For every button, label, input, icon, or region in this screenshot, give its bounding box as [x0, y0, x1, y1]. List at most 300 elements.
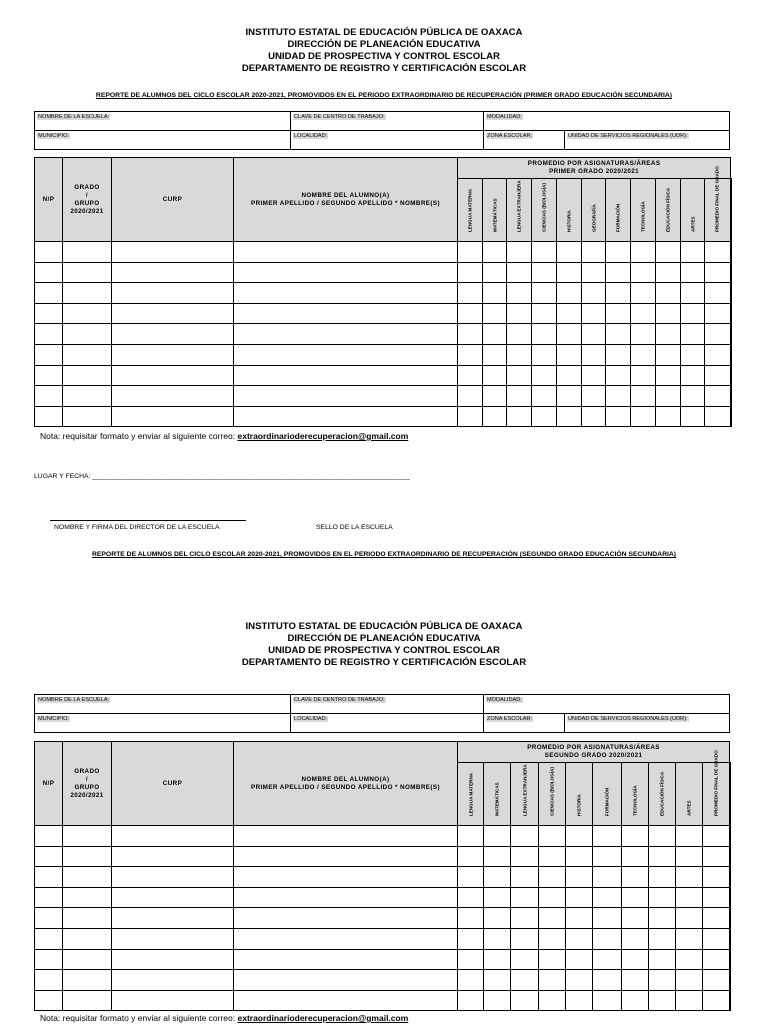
table-cell[interactable] [703, 846, 730, 867]
subject-header: FORMACIÓN [593, 763, 622, 826]
table-cell[interactable] [234, 365, 458, 386]
table-cell[interactable] [656, 303, 681, 324]
municipio-field[interactable]: MUNICIPIO: [35, 714, 291, 733]
table-cell[interactable] [507, 262, 532, 283]
table-cell[interactable] [705, 365, 731, 386]
table-cell[interactable] [112, 283, 234, 304]
table-cell[interactable] [539, 990, 566, 1011]
table-cell[interactable] [112, 303, 234, 324]
table-cell[interactable] [507, 242, 532, 263]
table-cell[interactable] [112, 386, 234, 407]
table-cell[interactable] [35, 386, 63, 407]
table-cell[interactable] [656, 283, 681, 304]
table-cell[interactable] [532, 386, 557, 407]
table-cell[interactable] [656, 386, 681, 407]
table-cell[interactable] [703, 928, 730, 949]
header-line4: DEPARTAMENTO DE REGISTRO Y CERTIFICACIÓN ESCOLAR [241, 657, 527, 668]
table-cell[interactable] [582, 262, 606, 283]
table-cell[interactable] [622, 867, 649, 888]
table-cell[interactable] [63, 386, 112, 407]
table-cell[interactable] [35, 303, 63, 324]
table-cell[interactable] [606, 324, 631, 345]
table-cell[interactable] [532, 283, 557, 304]
table-cell[interactable] [676, 826, 703, 847]
table-cell[interactable] [566, 928, 593, 949]
table-cell[interactable] [631, 283, 656, 304]
table-row [35, 970, 730, 991]
table-cell[interactable] [507, 303, 532, 324]
table-cell[interactable] [484, 908, 511, 929]
table-cell[interactable] [703, 949, 730, 970]
table-cell[interactable] [112, 344, 234, 365]
table-cell[interactable] [582, 406, 606, 427]
table-cell[interactable] [112, 970, 234, 991]
table-cell[interactable] [705, 344, 731, 365]
table-cell[interactable] [622, 928, 649, 949]
localidad-field[interactable]: LOCALIDAD: [291, 131, 484, 150]
table-cell[interactable] [557, 283, 582, 304]
table-cell[interactable] [511, 908, 539, 929]
subject-header: TECNOLOGÍA [631, 179, 656, 242]
table-cell[interactable] [511, 846, 539, 867]
table-cell[interactable] [458, 990, 484, 1011]
localidad-field[interactable]: LOCALIDAD: [291, 714, 484, 733]
table-cell[interactable] [622, 846, 649, 867]
table-cell[interactable] [458, 365, 483, 386]
table-cell[interactable] [458, 262, 483, 283]
table-cell[interactable] [483, 406, 507, 427]
table-cell[interactable] [112, 867, 234, 888]
table-cell[interactable] [35, 283, 63, 304]
table-cell[interactable] [649, 867, 676, 888]
table-cell[interactable] [484, 846, 511, 867]
table-cell[interactable] [507, 344, 532, 365]
table-cell[interactable] [234, 867, 458, 888]
table-cell[interactable] [582, 365, 606, 386]
info-table-1 [34, 111, 730, 150]
table-cell[interactable] [566, 908, 593, 929]
table-cell[interactable] [63, 242, 112, 263]
table-cell[interactable] [511, 949, 539, 970]
table-cell[interactable] [703, 826, 730, 847]
table-cell[interactable] [582, 303, 606, 324]
table-cell[interactable] [539, 826, 566, 847]
table-cell[interactable] [112, 324, 234, 345]
table-cell[interactable] [507, 406, 532, 427]
subject-header: LENGUA EXTRANJERA [507, 179, 532, 242]
table-cell[interactable] [566, 867, 593, 888]
table-cell[interactable] [557, 303, 582, 324]
table-cell[interactable] [631, 303, 656, 324]
table-cell[interactable] [234, 887, 458, 908]
table-cell[interactable] [458, 344, 483, 365]
table-cell[interactable] [35, 344, 63, 365]
table-cell[interactable] [112, 928, 234, 949]
table-cell[interactable] [593, 867, 622, 888]
table-cell[interactable] [649, 887, 676, 908]
modalidad-field[interactable]: MODALIDAD: [484, 695, 730, 714]
table-cell[interactable] [539, 970, 566, 991]
table-cell[interactable] [705, 324, 731, 345]
table-cell[interactable] [63, 324, 112, 345]
table-cell[interactable] [622, 970, 649, 991]
table-cell[interactable] [483, 344, 507, 365]
table-cell[interactable] [234, 283, 458, 304]
clave-field[interactable]: CLAVE DE CENTRO DE TRABAJO: [291, 112, 484, 131]
header-line3: UNIDAD DE PROSPECTIVA Y CONTROL ESCOLAR [268, 645, 500, 656]
table-cell[interactable] [532, 406, 557, 427]
table-cell[interactable] [593, 887, 622, 908]
clave-field[interactable]: CLAVE DE CENTRO DE TRABAJO: [291, 695, 484, 714]
table-cell[interactable] [458, 303, 483, 324]
table-cell[interactable] [458, 867, 484, 888]
table-cell[interactable] [234, 970, 458, 991]
table-cell[interactable] [681, 386, 705, 407]
table-cell[interactable] [112, 846, 234, 867]
np-header: N/P [35, 158, 63, 242]
table-cell[interactable] [681, 262, 705, 283]
table-cell[interactable] [507, 324, 532, 345]
table-cell[interactable] [458, 928, 484, 949]
note-2: Nota: requisitar formato y enviar al siguiente correo: extraordinarioderecuperacion@gmail.com [40, 1013, 409, 1023]
table-cell[interactable] [458, 826, 484, 847]
table-cell[interactable] [63, 303, 112, 324]
table-cell[interactable] [676, 867, 703, 888]
table-cell[interactable] [631, 344, 656, 365]
table-cell[interactable] [649, 928, 676, 949]
table-cell[interactable] [649, 826, 676, 847]
table-cell[interactable] [234, 928, 458, 949]
table-cell[interactable] [35, 970, 63, 991]
table-cell[interactable] [622, 887, 649, 908]
table-cell[interactable] [582, 283, 606, 304]
table-cell[interactable] [703, 990, 730, 1011]
signature-line [50, 520, 246, 521]
table-cell[interactable] [458, 970, 484, 991]
table-cell[interactable] [676, 990, 703, 1011]
table-cell[interactable] [582, 386, 606, 407]
table-cell[interactable] [112, 990, 234, 1011]
table-cell[interactable] [483, 242, 507, 263]
table-row [35, 928, 730, 949]
table-cell[interactable] [234, 406, 458, 427]
table-cell[interactable] [35, 867, 63, 888]
table-cell[interactable] [63, 365, 112, 386]
table-cell[interactable] [593, 928, 622, 949]
table-row [35, 303, 731, 324]
table-cell[interactable] [593, 826, 622, 847]
lugar-fecha[interactable]: LUGAR Y FECHA: ____________________________________________________________________________________ [34, 473, 410, 480]
escuela-field[interactable]: NOMBRE DE LA ESCUELA: [35, 695, 291, 714]
table-cell[interactable] [234, 262, 458, 283]
table-cell[interactable] [35, 324, 63, 345]
table-cell[interactable] [63, 867, 112, 888]
table-cell[interactable] [234, 324, 458, 345]
table-cell[interactable] [582, 344, 606, 365]
table-cell[interactable] [606, 242, 631, 263]
np-header: N/P [35, 742, 63, 826]
table-cell[interactable] [703, 867, 730, 888]
table-cell[interactable] [566, 887, 593, 908]
table-cell[interactable] [483, 283, 507, 304]
table-cell[interactable] [234, 949, 458, 970]
table-cell[interactable] [112, 908, 234, 929]
table-cell[interactable] [656, 324, 681, 345]
subject-header: GEOGRAFÍA [582, 179, 606, 242]
email-link[interactable]: extraordinarioderecuperacion@gmail.com [237, 431, 409, 441]
table-cell[interactable] [705, 303, 731, 324]
table-cell[interactable] [458, 846, 484, 867]
table-cell[interactable] [557, 344, 582, 365]
table-cell[interactable] [112, 826, 234, 847]
table-cell[interactable] [35, 928, 63, 949]
table-cell[interactable] [557, 324, 582, 345]
table-cell[interactable] [703, 908, 730, 929]
table-cell[interactable] [35, 826, 63, 847]
table-cell[interactable] [234, 344, 458, 365]
table-cell[interactable] [676, 949, 703, 970]
table-cell[interactable] [532, 262, 557, 283]
table-cell[interactable] [705, 386, 731, 407]
table-cell[interactable] [606, 283, 631, 304]
table-cell[interactable] [705, 262, 731, 283]
table-cell[interactable] [484, 990, 511, 1011]
table-cell[interactable] [112, 242, 234, 263]
table-cell[interactable] [63, 406, 112, 427]
table-cell[interactable] [507, 386, 532, 407]
table-cell[interactable] [649, 990, 676, 1011]
table-cell[interactable] [631, 406, 656, 427]
table-cell[interactable] [676, 928, 703, 949]
table-cell[interactable] [622, 990, 649, 1011]
table-cell[interactable] [63, 949, 112, 970]
table-cell[interactable] [484, 970, 511, 991]
table-cell[interactable] [606, 262, 631, 283]
table-cell[interactable] [676, 887, 703, 908]
table-cell[interactable] [234, 826, 458, 847]
zona-field[interactable]: ZONA ESCOLAR: [484, 714, 565, 733]
table-cell[interactable] [681, 344, 705, 365]
table-cell[interactable] [606, 365, 631, 386]
table-cell[interactable] [511, 970, 539, 991]
table-cell[interactable] [656, 242, 681, 263]
table-cell[interactable] [656, 365, 681, 386]
table-cell[interactable] [35, 990, 63, 1011]
subject-header: MATEMÁTICAS [483, 179, 507, 242]
table-cell[interactable] [566, 826, 593, 847]
table-cell[interactable] [566, 970, 593, 991]
table-cell[interactable] [539, 928, 566, 949]
table-cell[interactable] [681, 324, 705, 345]
table-cell[interactable] [458, 949, 484, 970]
table-cell[interactable] [656, 406, 681, 427]
table-cell[interactable] [234, 990, 458, 1011]
table-cell[interactable] [539, 908, 566, 929]
sello-label: SELLO DE LA ESCUELA [316, 524, 393, 531]
table-cell[interactable] [557, 406, 582, 427]
table-cell[interactable] [35, 365, 63, 386]
table-cell[interactable] [234, 386, 458, 407]
table-cell[interactable] [458, 242, 483, 263]
table-cell[interactable] [458, 386, 483, 407]
table-cell[interactable] [606, 344, 631, 365]
table-cell[interactable] [35, 406, 63, 427]
table-cell[interactable] [593, 908, 622, 929]
table-cell[interactable] [539, 867, 566, 888]
table-cell[interactable] [557, 242, 582, 263]
table-cell[interactable] [656, 344, 681, 365]
table-cell[interactable] [484, 867, 511, 888]
escuela-field[interactable]: NOMBRE DE LA ESCUELA: [35, 112, 291, 131]
table-cell[interactable] [649, 949, 676, 970]
table-cell[interactable] [511, 990, 539, 1011]
table-cell[interactable] [631, 386, 656, 407]
table-cell[interactable] [649, 970, 676, 991]
table-cell[interactable] [511, 867, 539, 888]
table-cell[interactable] [35, 262, 63, 283]
table-cell[interactable] [622, 826, 649, 847]
table-cell[interactable] [458, 283, 483, 304]
table-cell[interactable] [703, 887, 730, 908]
table-cell[interactable] [63, 887, 112, 908]
table-cell[interactable] [539, 846, 566, 867]
table-cell[interactable] [63, 262, 112, 283]
table-cell[interactable] [532, 365, 557, 386]
table-cell[interactable] [484, 928, 511, 949]
table-cell[interactable] [593, 990, 622, 1011]
table-cell[interactable] [593, 970, 622, 991]
table-cell[interactable] [458, 908, 484, 929]
table-cell[interactable] [705, 283, 731, 304]
table-cell[interactable] [35, 887, 63, 908]
table-cell[interactable] [507, 283, 532, 304]
table-cell[interactable] [631, 242, 656, 263]
firma-director-label: NOMBRE Y FIRMA DEL DIRECTOR DE LA ESCUELA [54, 524, 220, 531]
table-cell[interactable] [483, 303, 507, 324]
table-cell[interactable] [112, 262, 234, 283]
table-cell[interactable] [622, 949, 649, 970]
table-cell[interactable] [566, 846, 593, 867]
table-cell[interactable] [63, 826, 112, 847]
table-cell[interactable] [484, 887, 511, 908]
table-cell[interactable] [63, 846, 112, 867]
table-cell[interactable] [532, 242, 557, 263]
table-cell[interactable] [582, 324, 606, 345]
table-cell[interactable] [622, 908, 649, 929]
table-cell[interactable] [532, 344, 557, 365]
table-cell[interactable] [703, 970, 730, 991]
table-cell[interactable] [35, 908, 63, 929]
table-cell[interactable] [63, 908, 112, 929]
table-cell[interactable] [631, 324, 656, 345]
table-cell[interactable] [234, 303, 458, 324]
table-cell[interactable] [681, 365, 705, 386]
table-cell[interactable] [593, 846, 622, 867]
table-cell[interactable] [511, 826, 539, 847]
table-cell[interactable] [35, 242, 63, 263]
table-cell[interactable] [676, 970, 703, 991]
table-cell[interactable] [681, 406, 705, 427]
subject-header: HISTORIA [566, 763, 593, 826]
udr-field[interactable]: UNIDAD DE SERVICIOS REGIONALES (UDR): [565, 714, 730, 733]
table-cell[interactable] [458, 887, 484, 908]
table-cell[interactable] [511, 887, 539, 908]
table-cell[interactable] [63, 990, 112, 1011]
table-cell[interactable] [566, 990, 593, 1011]
email-link[interactable]: extraordinarioderecuperacion@gmail.com [237, 1013, 409, 1023]
table-cell[interactable] [507, 365, 532, 386]
table-cell[interactable] [234, 846, 458, 867]
table-cell[interactable] [631, 365, 656, 386]
udr-field[interactable]: UNIDAD DE SERVICIOS REGIONALES (UDR): [565, 131, 730, 150]
table-cell[interactable] [676, 908, 703, 929]
table-cell[interactable] [566, 949, 593, 970]
table-cell[interactable] [557, 365, 582, 386]
table-cell[interactable] [484, 826, 511, 847]
table-cell[interactable] [234, 242, 458, 263]
table-cell[interactable] [63, 970, 112, 991]
table-cell[interactable] [557, 386, 582, 407]
table-cell[interactable] [649, 846, 676, 867]
table-cell[interactable] [705, 406, 731, 427]
table-cell[interactable] [649, 908, 676, 929]
table-cell[interactable] [606, 406, 631, 427]
table-cell[interactable] [557, 262, 582, 283]
table-cell[interactable] [483, 386, 507, 407]
table-cell[interactable] [35, 949, 63, 970]
table-cell[interactable] [681, 283, 705, 304]
table-cell[interactable] [539, 887, 566, 908]
table-cell[interactable] [484, 949, 511, 970]
table-cell[interactable] [593, 949, 622, 970]
table-cell[interactable] [63, 283, 112, 304]
table-cell[interactable] [234, 908, 458, 929]
table-cell[interactable] [606, 303, 631, 324]
zona-field[interactable]: ZONA ESCOLAR: [484, 131, 565, 150]
table-cell[interactable] [681, 242, 705, 263]
table-cell[interactable] [112, 365, 234, 386]
table-row [35, 324, 731, 345]
table-cell[interactable] [458, 406, 483, 427]
table-cell[interactable] [631, 262, 656, 283]
modalidad-field[interactable]: MODALIDAD: [484, 112, 730, 131]
subject-header: ARTES [681, 179, 705, 242]
table-cell[interactable] [511, 928, 539, 949]
table-cell[interactable] [606, 386, 631, 407]
table-cell[interactable] [112, 406, 234, 427]
subject-header: MATEMÁTICAS [484, 763, 511, 826]
table-cell[interactable] [63, 928, 112, 949]
table-cell[interactable] [676, 846, 703, 867]
table-cell[interactable] [63, 344, 112, 365]
table-cell[interactable] [539, 949, 566, 970]
table-cell[interactable] [35, 846, 63, 867]
table-cell[interactable] [112, 949, 234, 970]
table-cell[interactable] [112, 887, 234, 908]
municipio-field[interactable]: MUNICIPIO: [35, 131, 291, 150]
table-cell[interactable] [705, 242, 731, 263]
table-cell[interactable] [483, 324, 507, 345]
table-cell[interactable] [656, 262, 681, 283]
table-cell[interactable] [532, 303, 557, 324]
table-cell[interactable] [582, 242, 606, 263]
table-cell[interactable] [483, 365, 507, 386]
table-cell[interactable] [458, 324, 483, 345]
table-cell[interactable] [483, 262, 507, 283]
subject-header: CIENCIAS (BIOLOGÍA) [539, 763, 566, 826]
table-cell[interactable] [532, 324, 557, 345]
table-cell[interactable] [681, 303, 705, 324]
